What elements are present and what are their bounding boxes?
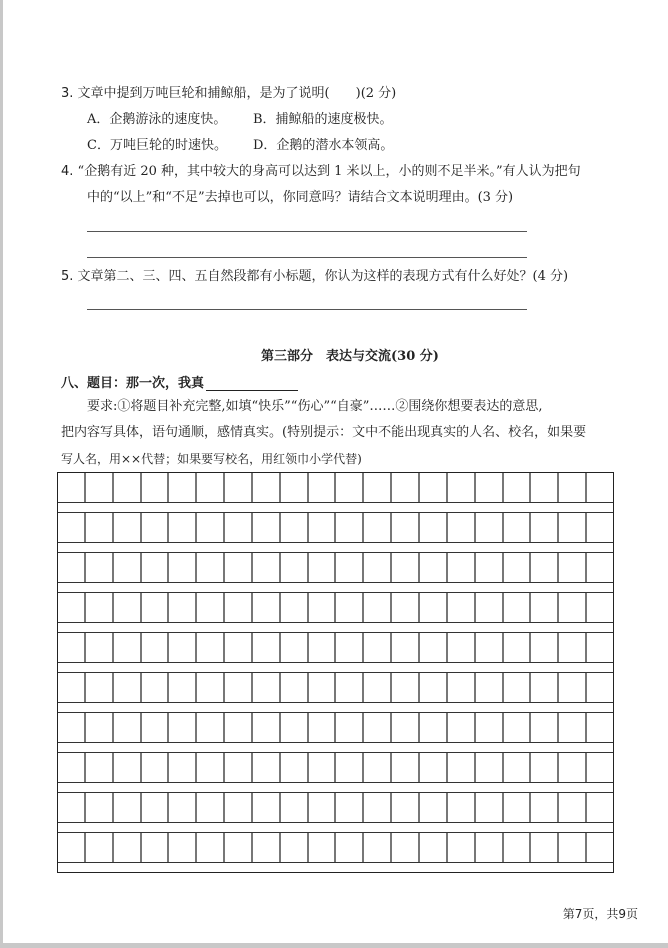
essay-prompt [61,372,298,391]
grid-cell[interactable] [364,473,392,502]
grid-cell[interactable] [309,633,337,662]
grid-cell[interactable] [197,673,225,702]
grid-cell[interactable] [392,513,420,542]
grid-cell[interactable] [114,793,142,822]
grid-cell[interactable] [559,593,587,622]
grid-cell[interactable] [225,633,253,662]
grid-cell[interactable] [559,793,587,822]
grid-cell[interactable] [225,833,253,862]
grid-cell[interactable] [309,553,337,582]
grid-cell[interactable] [253,593,281,622]
grid-row-spacer [58,503,613,513]
grid-cell[interactable] [587,513,613,542]
page-indicator: 第7页，共9页 [562,907,638,921]
grid-cell[interactable] [225,513,253,542]
grid-cell[interactable] [448,713,476,742]
grid-cell[interactable] [559,713,587,742]
grid-cell[interactable] [531,673,559,702]
essay-prompt-text: 八、题目：那一次，我真 [61,376,205,391]
section-title: 第三部分 表达与交流(30 分) [261,349,439,364]
grid-cell[interactable] [114,513,142,542]
grid-cell[interactable] [142,793,170,822]
grid-cell[interactable] [476,473,504,502]
grid-cell[interactable] [531,593,559,622]
grid-cell[interactable] [253,753,281,782]
grid-cell[interactable] [448,793,476,822]
grid-cell[interactable] [336,753,364,782]
grid-cell[interactable] [420,793,448,822]
grid-cell[interactable] [169,833,197,862]
grid-cell[interactable] [225,673,253,702]
grid-cell[interactable] [309,753,337,782]
grid-row-spacer [58,743,613,753]
grid-cell[interactable] [58,473,86,502]
grid-cell[interactable] [169,473,197,502]
grid-cell[interactable] [58,593,86,622]
grid-cell[interactable] [281,473,309,502]
grid-cell[interactable] [86,633,114,662]
grid-cell[interactable] [114,673,142,702]
grid-row [58,553,613,583]
grid-cell[interactable] [504,473,532,502]
grid-cell[interactable] [392,553,420,582]
grid-cell[interactable] [114,833,142,862]
grid-cell[interactable] [253,633,281,662]
grid-cell[interactable] [58,553,86,582]
grid-cell[interactable] [197,593,225,622]
grid-row-spacer [58,623,613,633]
grid-cell[interactable] [281,793,309,822]
grid-cell[interactable] [309,793,337,822]
grid-cell[interactable] [281,593,309,622]
writing-grid[interactable] [57,472,614,873]
grid-cell[interactable] [309,713,337,742]
grid-cell[interactable] [225,713,253,742]
requirements-line2: 把内容写具体，语句通顺，感情真实。(特别提示：文中不能出现真实的人名、校名，如果要 [61,425,587,440]
grid-cell[interactable] [58,793,86,822]
grid-cell[interactable] [336,713,364,742]
grid-cell[interactable] [197,473,225,502]
grid-cell[interactable] [58,833,86,862]
grid-row [58,673,613,703]
grid-cell[interactable] [197,633,225,662]
grid-cell[interactable] [336,633,364,662]
grid-row [58,593,613,623]
grid-cell[interactable] [58,513,86,542]
grid-cell[interactable] [587,473,613,502]
grid-cell[interactable] [587,833,613,862]
grid-cell[interactable] [448,473,476,502]
grid-cell[interactable] [364,673,392,702]
grid-cell[interactable] [504,713,532,742]
grid-cell[interactable] [476,673,504,702]
question-5 [61,268,568,286]
grid-cell[interactable] [142,513,170,542]
grid-cell[interactable] [169,673,197,702]
grid-row [58,753,613,783]
grid-cell[interactable] [225,753,253,782]
grid-cell[interactable] [392,793,420,822]
grid-cell[interactable] [86,673,114,702]
option-d: D．企鹅的潜水本领高。 [253,138,394,153]
grid-cell[interactable] [364,593,392,622]
grid-cell[interactable] [476,553,504,582]
grid-cell[interactable] [504,633,532,662]
grid-cell[interactable] [448,833,476,862]
grid-cell[interactable] [169,553,197,582]
grid-cell[interactable] [58,713,86,742]
grid-cell[interactable] [169,633,197,662]
grid-cell[interactable] [587,753,613,782]
grid-cell[interactable] [309,833,337,862]
question-3 [61,85,396,103]
grid-cell[interactable] [197,713,225,742]
grid-cell[interactable] [364,793,392,822]
grid-cell[interactable] [448,673,476,702]
grid-cell[interactable] [559,473,587,502]
grid-cell[interactable] [281,833,309,862]
grid-cell[interactable] [420,713,448,742]
grid-cell[interactable] [559,633,587,662]
grid-cell[interactable] [364,753,392,782]
grid-cell[interactable] [587,713,613,742]
grid-cell[interactable] [364,833,392,862]
grid-cell[interactable] [476,833,504,862]
grid-cell[interactable] [420,513,448,542]
grid-cell[interactable] [559,753,587,782]
grid-cell[interactable] [281,753,309,782]
grid-row-spacer [58,583,613,593]
grid-row [58,833,613,863]
grid-cell[interactable] [531,473,559,502]
grid-cell[interactable] [476,753,504,782]
grid-cell[interactable] [476,713,504,742]
grid-cell[interactable] [476,793,504,822]
grid-cell[interactable] [392,713,420,742]
grid-cell[interactable] [531,753,559,782]
grid-cell[interactable] [281,713,309,742]
grid-cell[interactable] [420,553,448,582]
grid-cell[interactable] [225,793,253,822]
grid-cell[interactable] [86,553,114,582]
grid-cell[interactable] [114,753,142,782]
grid-row-spacer [58,543,613,553]
grid-cell[interactable] [420,593,448,622]
question-text: 文章中提到万吨巨轮和捕鲸船，是为了说明( )(2 分) [77,86,397,101]
grid-cell[interactable] [197,793,225,822]
title-blank[interactable] [206,376,298,391]
grid-cell[interactable] [114,633,142,662]
grid-cell[interactable] [392,633,420,662]
grid-cell[interactable] [197,833,225,862]
grid-cell[interactable] [253,553,281,582]
grid-cell[interactable] [86,473,114,502]
grid-cell[interactable] [392,593,420,622]
grid-cell[interactable] [336,793,364,822]
grid-cell[interactable] [336,593,364,622]
grid-cell[interactable] [142,593,170,622]
grid-row-spacer [58,823,613,833]
grid-cell[interactable] [309,473,337,502]
grid-cell[interactable] [531,793,559,822]
grid-cell[interactable] [281,513,309,542]
grid-cell[interactable] [197,513,225,542]
grid-cell[interactable] [142,673,170,702]
grid-cell[interactable] [504,753,532,782]
requirements-line1: 要求:①将题目补充完整,如填“快乐”“伤心”“自豪”……②围绕你想要表达的意思, [87,399,543,414]
grid-cell[interactable] [420,473,448,502]
grid-cell[interactable] [253,473,281,502]
grid-cell[interactable] [587,593,613,622]
grid-cell[interactable] [559,513,587,542]
grid-row-spacer [58,703,613,713]
grid-cell[interactable] [504,833,532,862]
grid-row-spacer [58,863,613,872]
requirements-line3: 写人名，用××代替；如果要写校名，用红领巾小学代替) [61,452,362,466]
grid-cell[interactable] [225,593,253,622]
grid-cell[interactable] [336,833,364,862]
grid-cell[interactable] [392,833,420,862]
grid-cell[interactable] [142,753,170,782]
option-b: B．捕鲸船的速度极快。 [253,112,393,127]
exam-page [3,0,668,943]
grid-cell[interactable] [392,473,420,502]
grid-cell[interactable] [448,633,476,662]
grid-cell[interactable] [336,473,364,502]
grid-cell[interactable] [531,713,559,742]
grid-cell[interactable] [225,473,253,502]
grid-cell[interactable] [142,473,170,502]
grid-cell[interactable] [476,593,504,622]
grid-cell[interactable] [336,553,364,582]
grid-cell[interactable] [114,473,142,502]
grid-cell[interactable] [336,513,364,542]
grid-row [58,513,613,543]
grid-cell[interactable] [86,793,114,822]
question-text: 文章第二、三、四、五自然段都有小标题，你认为这样的表现方式有什么好处？(4 分) [77,269,569,284]
grid-row-spacer [58,663,613,673]
grid-cell[interactable] [86,593,114,622]
grid-cell[interactable] [253,793,281,822]
grid-cell[interactable] [253,833,281,862]
answer-line[interactable] [87,257,527,258]
grid-cell[interactable] [504,673,532,702]
option-c: C．万吨巨轮的时速快。 [87,138,227,153]
grid-cell[interactable] [58,633,86,662]
grid-cell[interactable] [392,673,420,702]
grid-cell[interactable] [309,593,337,622]
grid-cell[interactable] [448,553,476,582]
grid-row [58,633,613,663]
grid-cell[interactable] [448,513,476,542]
grid-cell[interactable] [281,553,309,582]
grid-cell[interactable] [587,793,613,822]
grid-cell[interactable] [58,673,86,702]
grid-cell[interactable] [281,633,309,662]
grid-cell[interactable] [420,673,448,702]
question-4 [61,163,581,181]
grid-cell[interactable] [169,753,197,782]
grid-cell[interactable] [364,713,392,742]
grid-cell[interactable] [531,633,559,662]
grid-cell[interactable] [531,833,559,862]
grid-cell[interactable] [169,593,197,622]
grid-cell[interactable] [531,513,559,542]
grid-cell[interactable] [420,753,448,782]
grid-cell[interactable] [253,673,281,702]
grid-cell[interactable] [587,673,613,702]
grid-row [58,713,613,743]
grid-cell[interactable] [309,513,337,542]
grid-cell[interactable] [504,593,532,622]
question-4-line2: 中的“以上”和“不足”去掉也可以，你同意吗？请结合文本说明理由。(3 分) [87,190,514,205]
grid-cell[interactable] [86,713,114,742]
grid-cell[interactable] [142,553,170,582]
question-number: 5. [61,269,74,284]
grid-cell[interactable] [364,553,392,582]
grid-cell[interactable] [504,553,532,582]
grid-row [58,793,613,823]
grid-cell[interactable] [336,673,364,702]
grid-cell[interactable] [142,833,170,862]
grid-cell[interactable] [169,793,197,822]
grid-cell[interactable] [559,553,587,582]
grid-cell[interactable] [392,753,420,782]
grid-cell[interactable] [142,633,170,662]
grid-cell[interactable] [587,553,613,582]
grid-cell[interactable] [364,633,392,662]
grid-cell[interactable] [58,753,86,782]
grid-cell[interactable] [504,513,532,542]
grid-row-spacer [58,783,613,793]
answer-line[interactable] [87,231,527,232]
grid-cell[interactable] [559,673,587,702]
grid-cell[interactable] [86,833,114,862]
grid-cell[interactable] [253,513,281,542]
question-number: 4. [61,164,74,179]
grid-cell[interactable] [448,593,476,622]
answer-line[interactable] [87,309,527,310]
grid-cell[interactable] [253,713,281,742]
grid-cell[interactable] [169,513,197,542]
grid-cell[interactable] [476,513,504,542]
grid-cell[interactable] [169,713,197,742]
grid-cell[interactable] [559,833,587,862]
question-number: 3. [61,86,74,101]
grid-cell[interactable] [114,553,142,582]
grid-cell[interactable] [114,593,142,622]
option-a: A．企鹅游泳的速度快。 [87,112,227,127]
grid-cell[interactable] [86,513,114,542]
question-text-line1: “企鹅有近 20 种，其中较大的身高可以达到 1 米以上，小的则不足半米。”有人认为把句 [77,164,581,179]
grid-cell[interactable] [86,753,114,782]
grid-cell[interactable] [504,793,532,822]
grid-cell[interactable] [197,753,225,782]
grid-cell[interactable] [309,673,337,702]
grid-cell[interactable] [197,553,225,582]
grid-cell[interactable] [531,553,559,582]
grid-cell[interactable] [225,553,253,582]
grid-cell[interactable] [476,633,504,662]
grid-cell[interactable] [420,633,448,662]
grid-row [58,473,613,503]
grid-cell[interactable] [587,633,613,662]
grid-cell[interactable] [281,673,309,702]
grid-cell[interactable] [364,513,392,542]
grid-cell[interactable] [448,753,476,782]
grid-cell[interactable] [420,833,448,862]
grid-cell[interactable] [142,713,170,742]
grid-cell[interactable] [114,713,142,742]
